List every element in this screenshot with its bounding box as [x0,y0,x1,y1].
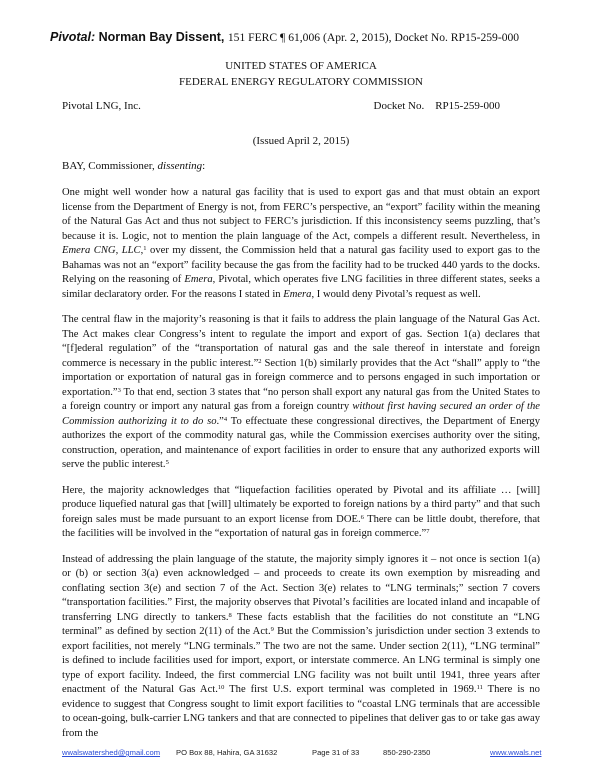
running-header [50,30,580,44]
footnote-ref-11[interactable]: 11 [476,684,483,691]
agency-heading [62,58,540,90]
footnote-ref-3[interactable]: 3 [117,386,121,394]
p2-quote-end: .” [216,415,224,427]
p1-case-emera-cng: Emera CNG, LLC [62,245,141,256]
p4-text-5: There is no evidence to suggest that Congress sought to limit export facilities to “coastal LNG terminals that are accessible to ocean-going, bulk-carrier LNG tankers and that are connected to pipelines that deliver gas to or take gas away from the [62,684,540,739]
p1-comma: , [140,245,144,256]
footnote-ref-10[interactable]: 10 [217,684,225,691]
header-case-name: Pivotal: [50,30,96,44]
footnote-ref-9[interactable]: 9 [270,626,274,633]
party-name: Pivotal LNG, Inc. [62,100,141,112]
header-dissent-title: Norman Bay Dissent, [98,30,225,44]
footer-phone: 850-290-2350 [383,748,431,757]
p3-text: Here, the majority acknowledges that “liquefaction facilities operated by Pivotal and its affiliate … [will] produce liquefied natural gas that [will] ultimately be exported to foreign nations by a third party” and that such foreign sales must be made pursuant to an export license from DOE. [62,484,540,525]
paragraph-1 [62,186,540,302]
dissent-body [62,186,540,752]
agency-line-commission: FEDERAL ENERGY REGULATORY COMMISSION [179,76,423,88]
p4-text-2: These facts establish that the facilities do not constitute an “LNG terminal” as defined by section 2(11) of the Act. [62,611,540,637]
footnote-ref-5[interactable]: 5 [165,459,169,466]
docket-label: Docket No. [373,100,425,112]
page-footer [62,748,540,762]
author-suffix: : [202,160,206,172]
p1-text-4: , I would deny Pivotal’s request as well. [311,288,481,300]
footer-address: PO Box 88, Hahira, GA 31632 [176,748,278,757]
paragraph-3 [62,484,540,542]
p1-text-2: over my dissent, the Commission held that a natural gas facility used to export gas to the Bahamas was not an “export” facility because the gas from the facility had to be trucked 440 yards to the docks. Relying on the reasoning of [62,245,541,285]
p4-text: Instead of addressing the plain language of the statute, the majority simply ignores it – not once is section 1(a) or (b) or section 3(a) even acknowledged – and proceeds to create its own exemption by misreading and conflating section 3(e) and section 7 of the Act. Section 3(e) relates to “LNG terminals;” section 7 covers “transportation facilities.” First, the majority observes that Pivotal’s facilities are located inland and incapable of transferring LNG directly to tankers. [62,553,540,623]
p2-text-2: Section 1(b) similarly provides that the Act “shall” apply to “the importation or exportation of natural gas in foreign commerce and to persons engaged in such importation or exportation.” [62,357,540,398]
p2-text-4: To effectuate these congressional directives, the Department of Energy authorizes the export of the commodity natural gas, while the Commission exercises authority over the siting, construction, operation, and maintenance of export facilities in order to ensure that any authorized exports will serve the public interest. [62,415,540,470]
footnote-ref-2[interactable]: 2 [258,357,262,365]
author-role: dissenting [157,160,203,172]
docket-number [374,100,501,112]
p4-text-3: But the Commission’s jurisdiction under section 3 extends to export facilities, not merely “LNG terminals.” The two are not the same. Under section 2(11), “LNG terminal” is defined to include facilities used for import, export, or interstate commerce. An LNG terminal is simply one type of export facility. Indeed, the first commercial LNG facility was not built until 1941, three years after enactment of the Natural Gas Act. [62,626,540,695]
agency-line-country: UNITED STATES OF AMERICA [225,60,377,72]
paragraph-4 [62,553,540,742]
footer-email-link[interactable]: wwalswatershed@gmail.com [62,748,161,757]
p2-text-3: To that end, section 3 states that “no person shall export any natural gas from the United States to a foreign country or import any natural gas from a foreign country [62,386,540,412]
footnote-ref-6[interactable]: 6 [360,513,364,521]
p1-case-emera: Emera [184,274,213,285]
issued-date: (Issued April 2, 2015) [252,135,350,147]
paragraph-2 [62,313,540,473]
header-citation: 151 FERC ¶ 61,006 (Apr. 2, 2015), Docket No. RP15-259-000 [227,31,520,44]
footer-page-number: Page 31 of 33 [312,748,360,757]
p1-text-3: , Pivotal, which operates five LNG facilities in three different states, seeks a similar declaratory order. For the reasons I stated in [62,274,541,300]
footnote-ref-1[interactable]: 1 [143,245,147,252]
p2-text: The central flaw in the majority’s reasoning is that it fails to address the plain language of the Natural Gas Act. The Act makes clear Congress’s intent to regulate the import and export of gas. Section 1(a) declares that “[f]ederal regulation” of the “transportation of natural gas and the sale thereof in interstate and foreign commerce is necessary in the public interest.” [62,314,540,369]
footnote-ref-8[interactable]: 8 [228,611,232,619]
p4-text-4: The first U.S. export terminal was completed in 1969. [224,684,477,695]
p1-case-emera-2: Emera [283,288,312,300]
p2-italic-quote: without first having secured an order of the Commission authorizing it to do so [62,401,540,427]
author-line [62,160,205,172]
p1-text: One might well wonder how a natural gas facility that is used to export gas and that must obtain an export license from the Department of Energy is not, from FERC’s perspective, an “export” facility within the meaning of the Natural Gas Act and thus not subject to FERC’s jurisdiction. If this inconsistency seems puzzling, that’s because it is. Logic, not to mention the plain language of the Act, compels a different result. Nevertheless, in [62,187,540,242]
footer-website-link[interactable]: www.wwals.net [490,748,542,757]
case-caption [62,100,540,112]
p3-text-2: There can be little doubt, therefore, that the facilities will be involved in the “exportation of natural gas in foreign commerce.” [62,513,540,539]
footnote-ref-7[interactable]: 7 [426,528,430,535]
docket-value: RP15-259-000 [435,100,500,112]
footnote-ref-4[interactable]: 4 [223,415,228,423]
author-name: BAY, Commissioner, [62,160,155,172]
